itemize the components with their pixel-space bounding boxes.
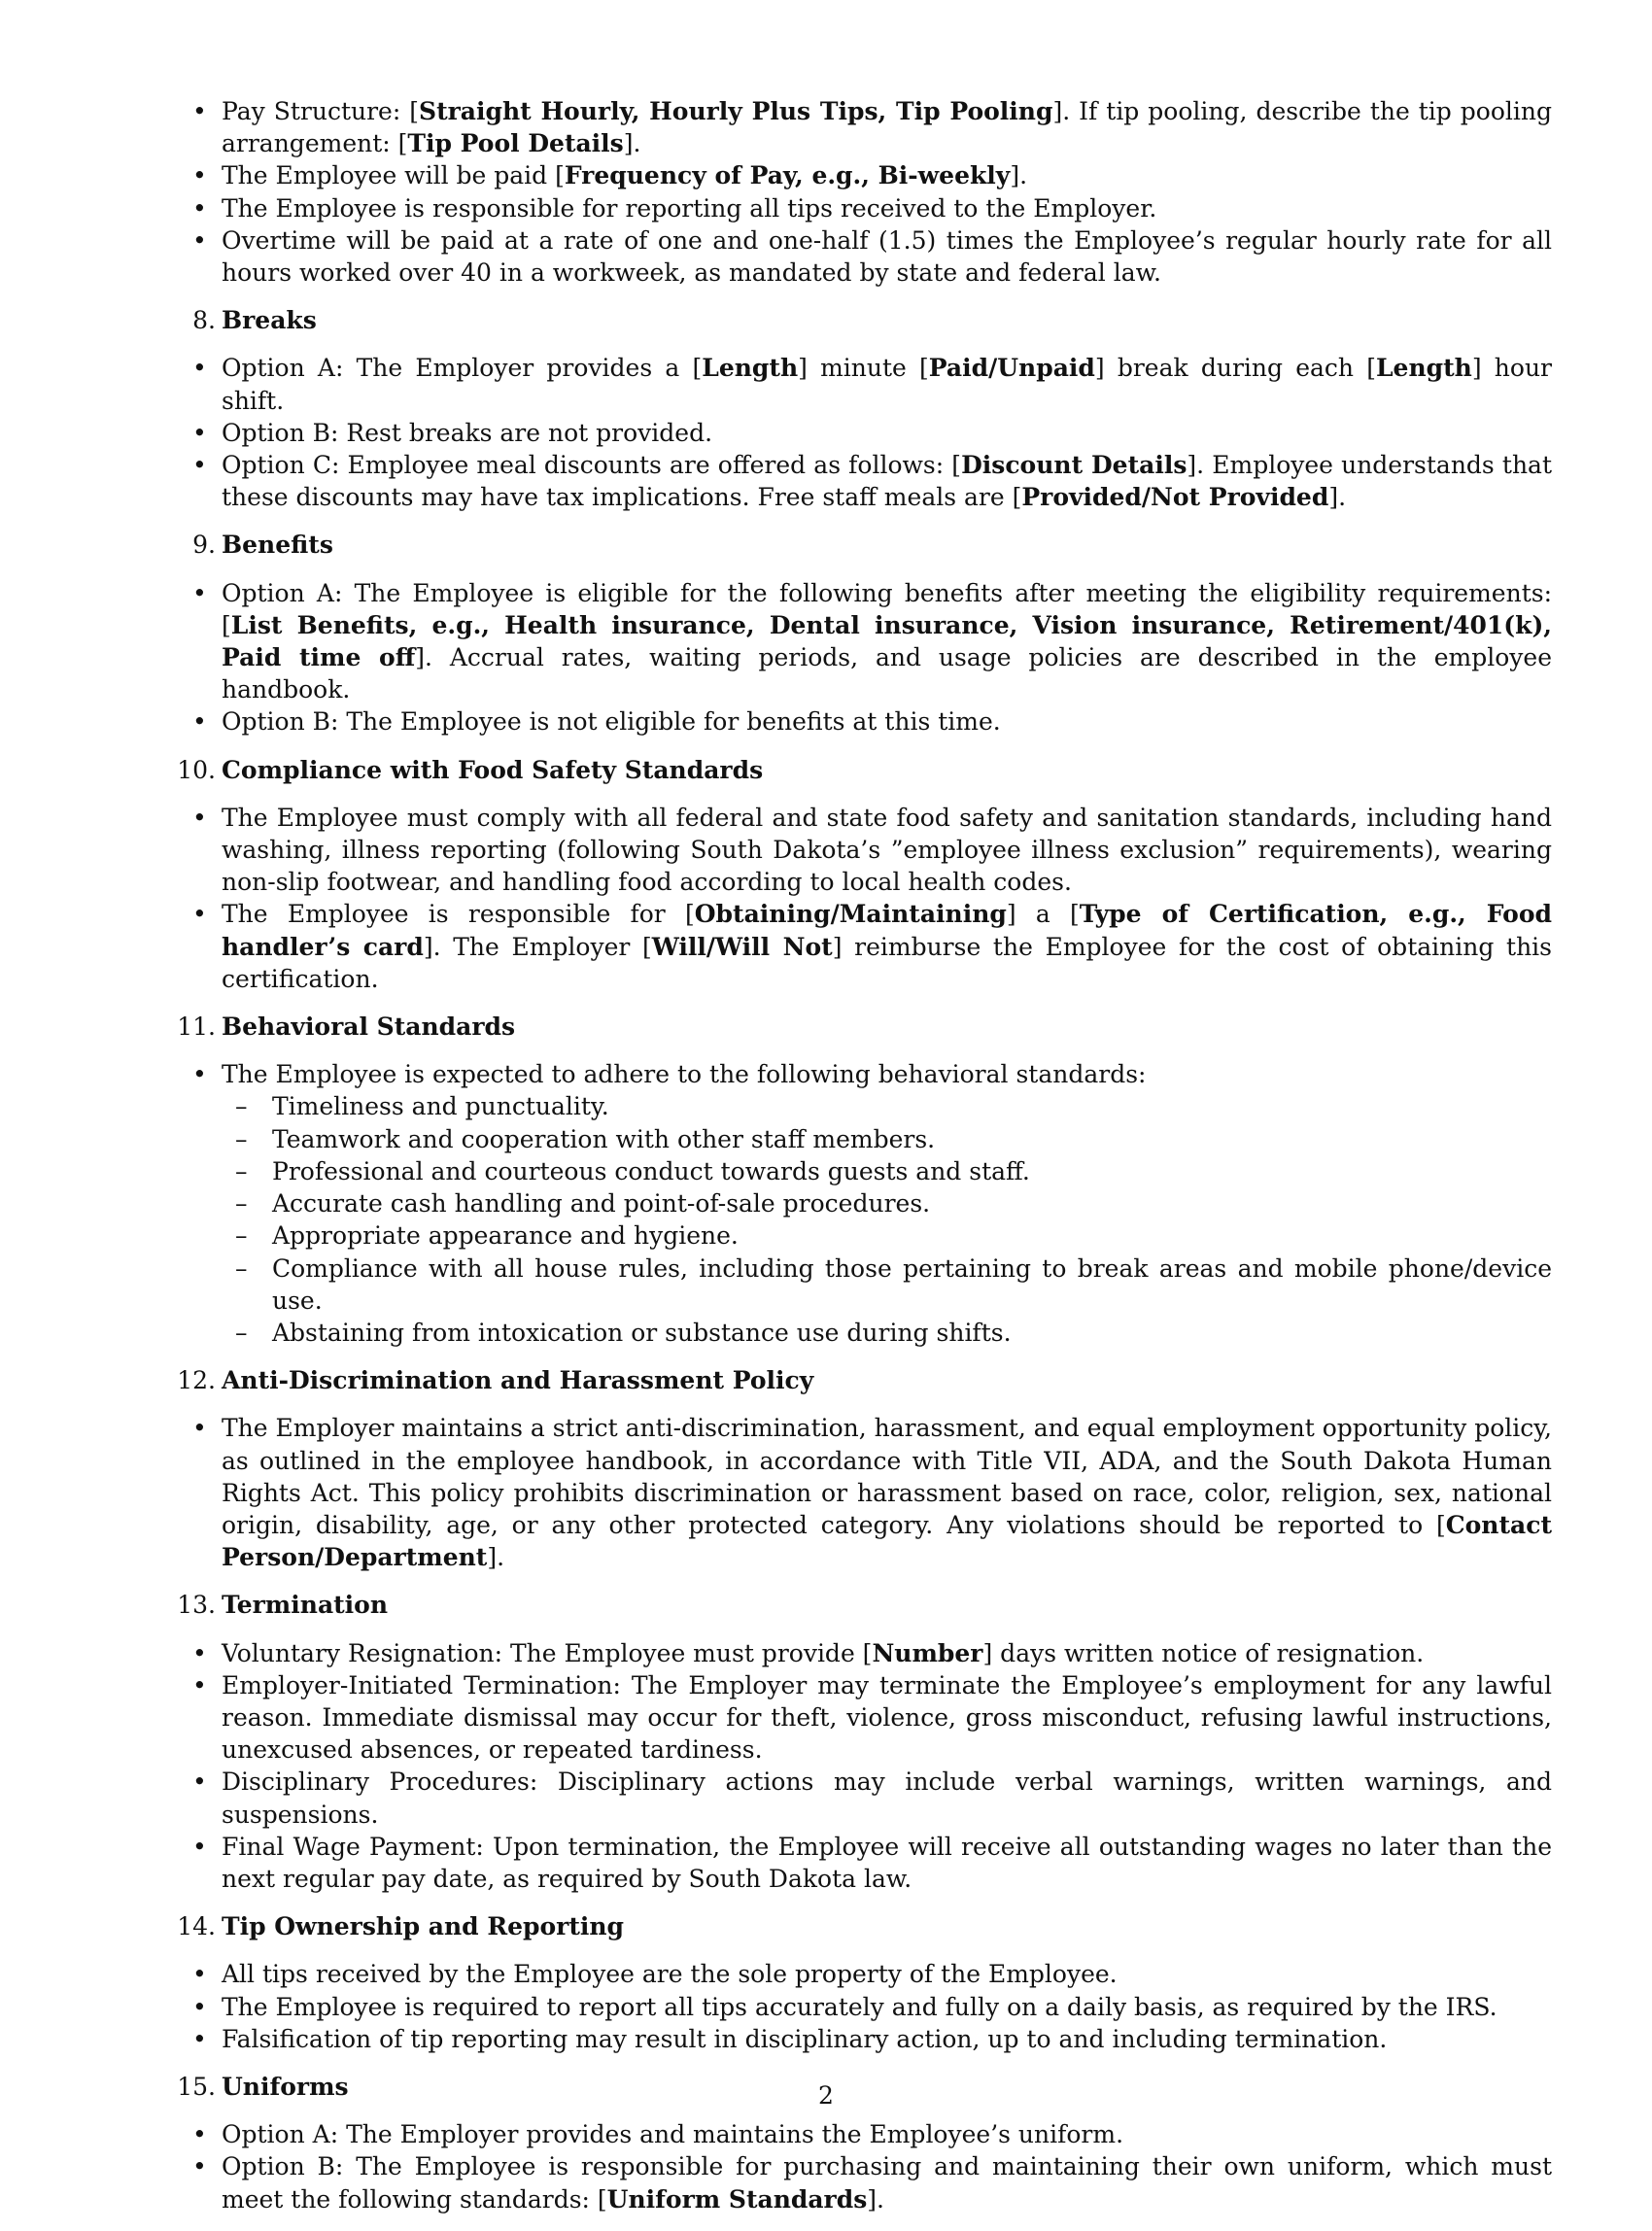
text-run: The Employee will be paid [ (222, 161, 565, 190)
sub-list-text: Accurate cash handling and point-of-sale procedures. (272, 1189, 931, 1218)
text-run: The Employer maintains a strict anti-discrimination, harassment, and equal employment opportunity policy, as outlined in the employee handbook, in accordance with Title VII, ADA, and the South Dakota Human Rights Act. This policy prohibits discrimination or harassment based on race, color, religion, sex, national origin, disability, age, or any other protected category. Any violations should be reported to [ (222, 1414, 1552, 1539)
sub-list-text: Professional and courteous conduct towards guests and staff. (272, 1156, 1030, 1185)
dash-icon: – (235, 1189, 248, 1218)
section-list (192, 802, 1552, 995)
text-run: ]. (487, 1543, 505, 1572)
list-item (192, 1831, 1552, 1895)
sub-list-text: Timeliness and punctuality. (272, 1092, 609, 1121)
section-title: Termination (222, 1591, 389, 1620)
section-list (192, 1412, 1552, 1573)
list-item (192, 1766, 1552, 1830)
dash-icon: – (235, 1253, 248, 1283)
list-item (192, 449, 1553, 513)
text-run: Option A: The Employer provides a [ (222, 354, 703, 383)
section-number: 15. (177, 2072, 216, 2101)
dash-icon: – (235, 1124, 248, 1153)
bullet-icon: • (192, 2152, 207, 2181)
sub-list-item (222, 1317, 1552, 1349)
list-item (192, 95, 1552, 159)
text-run: ] reimburse the Employee for the cost of obtaining this certification. (222, 932, 1552, 993)
list-item (192, 2023, 1552, 2055)
text-run: The Employee must comply with all federal and state food safety and sanitation standards, including hand washing, illness reporting (following South Dakota’s ”employee illness exclusion” requirements), wearing non-slip footwear, and handling food according to local health codes. (222, 803, 1552, 897)
text-run: Option A: The Employer provides and maintains the Employee’s uniform. (222, 2120, 1124, 2149)
section-title: Behavioral Standards (222, 1013, 516, 1042)
text-run: Falsification of tip reporting may result in disciplinary action, up to and including termination. (222, 2024, 1388, 2053)
section-number: 14. (177, 1912, 216, 1941)
bullet-icon: • (192, 1832, 207, 1861)
section-list (192, 352, 1553, 513)
text-run: Option B: The Employee is responsible for purchasing and maintaining their own uniform, which must meet the following standards: [ (222, 2152, 1552, 2214)
text-run: The Employee is responsible for reporting all tips received to the Employer. (222, 193, 1157, 223)
section-title: Compliance with Food Safety Standards (222, 755, 764, 784)
dash-icon: – (235, 1318, 248, 1347)
section-title: Breaks (222, 306, 317, 335)
list-item (192, 1991, 1552, 2023)
placeholder-field: Uniform Standards (606, 2184, 868, 2214)
text-run: ]. (867, 2184, 884, 2214)
text-run: Disciplinary Procedures: Disciplinary actions may include verbal warnings, written warnings, and suspensions. (222, 1768, 1552, 1829)
section (177, 1364, 1552, 1573)
list-item (192, 1058, 1552, 1349)
placeholder-field: Number (872, 1638, 983, 1667)
list-item (192, 1412, 1552, 1573)
placeholder-field: Paid/Unpaid (928, 354, 1095, 383)
section-heading (177, 1364, 1552, 1396)
bullet-icon: • (192, 1768, 207, 1797)
text-run: Option C: Employee meal discounts are offered as follows: [ (222, 451, 962, 480)
text-run: ] break during each [ (1094, 354, 1376, 383)
list-item (192, 577, 1552, 706)
list-item (192, 2150, 1552, 2214)
placeholder-field: Frequency of Pay, e.g., Bi-weekly (564, 161, 1011, 190)
placeholder-field: Length (702, 354, 799, 383)
section (192, 304, 1553, 513)
section-list (192, 1058, 1552, 1349)
section-heading (177, 1589, 1552, 1621)
bullet-icon: • (192, 354, 207, 383)
bullet-icon: • (192, 707, 207, 737)
section-heading (177, 754, 1552, 786)
sub-list-item (222, 1187, 1552, 1219)
list-item (192, 802, 1552, 899)
dash-icon: – (235, 1221, 248, 1251)
section (192, 529, 1552, 738)
section (177, 1011, 1552, 1349)
dash-icon: – (235, 1156, 248, 1185)
bullet-icon: • (192, 2120, 207, 2149)
list-item (192, 898, 1552, 995)
text-run: Overtime will be paid at a rate of one and one-half (1.5) times the Employee’s regular hourly rate for all hours worked over 40 in a workweek, as mandated by state and federal law. (222, 225, 1552, 288)
bullet-icon: • (192, 1670, 207, 1699)
placeholder-field: Length (1375, 354, 1472, 383)
bullet-icon: • (192, 418, 207, 447)
placeholder-field: Type of Certification, e.g., Food handler’s card (222, 900, 1552, 961)
placeholder-field: Contact Person/Department (222, 1510, 1552, 1572)
bullet-icon: • (192, 900, 207, 929)
text-run: Pay Structure: [ (222, 97, 420, 125)
section-number: 9. (192, 531, 216, 560)
bullet-icon: • (192, 451, 207, 480)
sub-list-item (222, 1123, 1552, 1155)
text-run: Employer-Initiated Termination: The Employer may terminate the Employee’s employment for any lawful reason. Immediate dismissal may occur for theft, violence, gross misconduct, refusing lawful instructions, unexcused absences, or repeated tardiness. (222, 1670, 1552, 1765)
text-run: The Employee is expected to adhere to the following behavioral standards: (222, 1060, 1147, 1089)
bullet-icon: • (192, 1414, 207, 1443)
text-run: ] days written notice of resignation. (982, 1638, 1425, 1667)
list-item (192, 224, 1552, 289)
list-item (192, 192, 1552, 224)
section-number: 13. (177, 1591, 216, 1620)
list-item (192, 705, 1552, 738)
sub-list-item (222, 1253, 1552, 1317)
sub-list-text: Abstaining from intoxication or substance use during shifts. (272, 1318, 1012, 1347)
bullet-icon: • (192, 1638, 207, 1667)
sub-list-text: Teamwork and cooperation with other staff members. (272, 1124, 936, 1153)
section-title: Anti-Discrimination and Harassment Policy (222, 1366, 814, 1395)
section-number: 12. (177, 1366, 216, 1395)
text-run: All tips received by the Employee are the sole property of the Employee. (222, 1960, 1118, 1989)
bullet-icon: • (192, 1992, 207, 2021)
section-list (192, 2118, 1552, 2215)
section-number: 8. (192, 306, 216, 335)
section-heading (177, 1910, 1552, 1942)
text-run: Final Wage Payment: Upon termination, the Employee will receive all outstanding wages no later than the next regular pay date, as required by South Dakota law. (222, 1832, 1552, 1893)
sub-list-text: Compliance with all house rules, including those pertaining to break areas and mobile phone/device use. (272, 1253, 1552, 1315)
placeholder-field: List Benefits, e.g., Health insurance, Dental insurance, Vision insurance, Retirement/401(k), Paid time off (222, 610, 1552, 672)
text-run: ]. Employee understands that these discounts may have tax implications. Free staff meals are [ (222, 451, 1553, 512)
section-heading (192, 304, 1552, 336)
sub-list-item (222, 1155, 1552, 1187)
text-run: ]. Accrual rates, waiting periods, and usage policies are described in the employee handbook. (222, 643, 1552, 704)
placeholder-field: Will/Will Not (651, 932, 833, 961)
bullet-icon: • (192, 97, 207, 125)
section (177, 754, 1552, 995)
text-run: Option A: The Employee is eligible for the following benefits after meeting the eligibility requirements: [ (222, 578, 1552, 639)
placeholder-field: Obtaining/Maintaining (694, 900, 1007, 929)
section-title: Benefits (222, 531, 333, 560)
sub-list (222, 1090, 1552, 1349)
bullet-icon: • (192, 1060, 207, 1089)
text-run: ]. The Employer [ (423, 932, 652, 961)
section-list (192, 1637, 1552, 1896)
sub-list-text: Appropriate appearance and hygiene. (272, 1221, 739, 1251)
document-body (177, 95, 1553, 2231)
page-number: 2 (818, 2081, 834, 2110)
bullet-icon: • (192, 161, 207, 190)
section (177, 1589, 1552, 1895)
text-run: Voluntary Resignation: The Employee must provide [ (222, 1638, 873, 1667)
text-run: ] hour shift. (222, 354, 1553, 415)
section-heading (192, 529, 1552, 561)
list-item (192, 1669, 1552, 1767)
bullet-icon: • (192, 193, 207, 223)
bullet-icon: • (192, 225, 207, 255)
bullet-icon: • (192, 1960, 207, 1989)
text-run: Option B: Rest breaks are not provided. (222, 418, 713, 447)
text-run: The Employee is responsible for [ (222, 900, 695, 929)
list-item (192, 1637, 1552, 1669)
bullet-icon: • (192, 578, 207, 607)
text-run: ] minute [ (798, 354, 929, 383)
text-run: ]. If tip pooling, describe the tip pooling arrangement: [ (222, 97, 1552, 158)
list-item (192, 1958, 1552, 1990)
sub-list-item (222, 1090, 1552, 1122)
text-run: ]. (1328, 483, 1347, 512)
section-heading (177, 1011, 1552, 1043)
dash-icon: – (235, 1092, 248, 1121)
bullet-icon: • (192, 803, 207, 832)
section-number: 11. (177, 1013, 216, 1042)
section-title: Tip Ownership and Reporting (222, 1912, 625, 1941)
placeholder-field: Straight Hourly, Hourly Plus Tips, Tip Pooling (419, 97, 1053, 125)
section-list (192, 577, 1552, 738)
list-item (192, 352, 1553, 416)
list-item (192, 2118, 1552, 2150)
text-run: ]. (623, 129, 641, 158)
text-run: Option B: The Employee is not eligible for benefits at this time. (222, 707, 1001, 737)
text-run: ] a [ (1006, 900, 1080, 929)
list-item (192, 417, 1552, 449)
sections-container (177, 304, 1553, 2215)
placeholder-field: Tip Pool Details (407, 129, 624, 158)
sub-list-item (222, 1219, 1552, 1252)
bullet-icon: • (192, 2024, 207, 2053)
section-number: 10. (177, 755, 216, 784)
text-run: ]. (1010, 161, 1028, 190)
placeholder-field: Discount Details (961, 451, 1187, 480)
placeholder-field: Provided/Not Provided (1021, 483, 1329, 512)
section (177, 1910, 1552, 2055)
section-title: Uniforms (222, 2072, 349, 2101)
pay-terms-list (192, 95, 1552, 289)
section-list (192, 1958, 1552, 2055)
list-item (192, 159, 1552, 191)
text-run: The Employee is required to report all tips accurately and fully on a daily basis, as required by the IRS. (222, 1992, 1497, 2021)
